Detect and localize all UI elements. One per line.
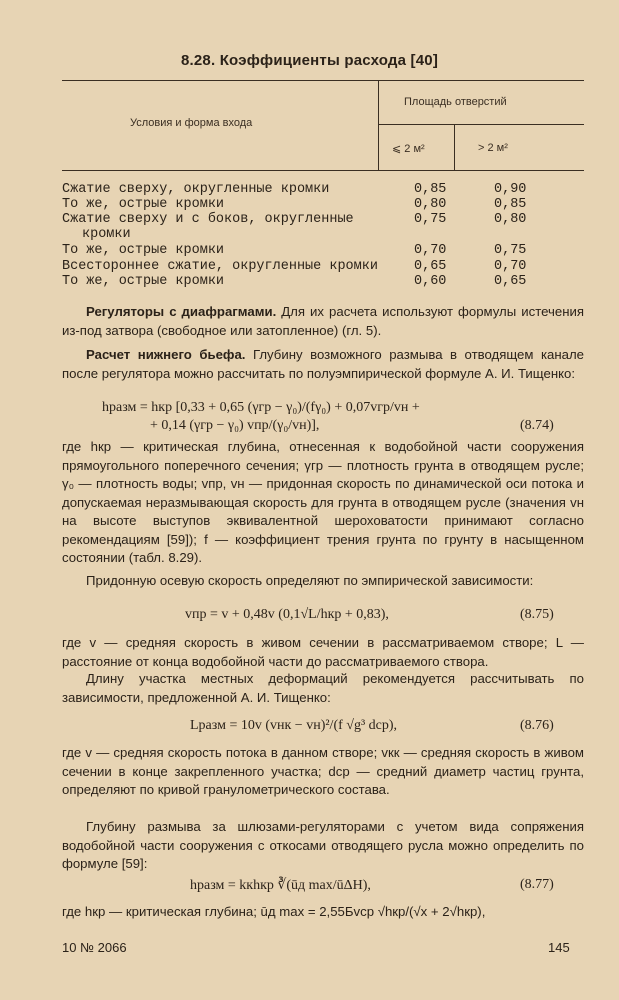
paragraph-heading: Расчет нижнего бьефа. — [86, 347, 246, 362]
row-value-small: 0,60 — [414, 274, 447, 289]
equation-number: (8.74) — [520, 418, 554, 433]
equation-8-74-line1: hразм = hкр [0,33 + 0,65 (γгр − γ₀)/(fγ₀) + 0,07vгр/vн + — [102, 400, 420, 415]
row-value-small: 0,75 — [414, 212, 447, 227]
row-value-small: 0,85 — [414, 182, 447, 197]
paragraph-heading: Регуляторы с диафрагмами. — [86, 304, 277, 319]
table-divider-main — [378, 80, 379, 170]
equation-number: (8.76) — [520, 718, 554, 733]
row-condition: То же, острые кромки — [62, 243, 225, 258]
paragraph-definitions-3: где v — средняя скорость потока в данном створе; vкк — средняя скорость в живом сечении в конце закрепленного участка; dср — средний диаметр частиц грунта, определяют по кривой гранулометрического состава. — [62, 745, 584, 797]
paragraph-regulators — [62, 303, 584, 340]
row-condition: То же, острые кромки — [62, 274, 225, 289]
paragraph-deformation-length: Длину участка местных деформаций рекомендуется рассчитывать по зависимости, предложенной А. И. Тищенко: — [62, 671, 584, 705]
table-header-rule — [62, 170, 584, 171]
row-value-small: 0,80 — [414, 197, 447, 212]
equation-8-77: hразм = kкhкр ∛(ūд max/ūΔH), — [190, 878, 371, 893]
table-title: 8.28. Коэффициенты расхода [40] — [180, 52, 439, 69]
equation-8-75: vпр = v + 0,48v (0,1√L/hкр + 0,83), — [185, 607, 389, 622]
paragraph-text: Глубину возможного размыва в отводящем канале после регулятора можно рассчитать по полуэмпирической формуле А. И. Тищенко: — [62, 347, 584, 381]
equation-8-74-line2: + 0,14 (γгр − γ₀) vпр/(γ₀/vн)], — [150, 418, 320, 433]
row-value-large: 0,65 — [494, 274, 527, 289]
row-value-large: 0,70 — [494, 259, 527, 274]
paragraph-definitions-1: где hкр — критическая глубина, отнесенная к водобойной части сооружения прямоугольного поперечного сечения; γгр — плотность грунта в отводящем русле; γ₀ — плотность воды; vпр, vн — придонная скорость по динамической оси потока и допускаемая неразмывающая скорость для грунта в отводящем русле (значения vн на высоте выступов эквивалентной шероховатости принимают согласно рекомендациям [59]); f — коэффициент трения грунта по грунту в насыщенном состоянии (табл. 8.29). — [62, 439, 584, 565]
paragraph-bottom-velocity: Придонную осевую скорость определяют по эмпирической зависимости: — [86, 573, 534, 588]
header-col1: ⩽ 2 м² — [392, 143, 425, 155]
header-conditions: Условия и форма входа — [130, 117, 253, 129]
paragraph-text: Для их расчета используют формулы истечения из-под затвора (свободное или затопленное) (гл. 5). — [62, 304, 584, 338]
row-condition: То же, острые кромки — [62, 197, 225, 212]
row-value-large: 0,80 — [494, 212, 527, 227]
equation-number: (8.75) — [520, 607, 554, 622]
row-condition: Сжатие сверху, округленные кромки — [62, 182, 330, 197]
row-condition: кромки — [82, 227, 131, 242]
header-area: Площадь отверстий — [404, 96, 507, 108]
equation-number: (8.77) — [520, 877, 554, 892]
equation-8-76: Lразм = 10v (vнк − vн)²/(f √g³ dср), — [190, 718, 398, 733]
page-number: 145 — [548, 940, 570, 955]
footer-signature: 10 № 2066 — [62, 940, 127, 955]
row-value-large: 0,90 — [494, 182, 527, 197]
paragraph-tailwater — [62, 346, 584, 383]
paragraph-scour-depth: Глубину размыва за шлюзами-регуляторами с учетом вида сопряжения водобойной части сооружения с откосами отводящего русла можно определить по формуле [59]: — [62, 819, 584, 871]
row-condition: Всестороннее сжатие, округленные кромки — [62, 259, 378, 274]
row-condition: Сжатие сверху и с боков, округленные — [62, 212, 354, 227]
row-value-large: 0,75 — [494, 243, 527, 258]
table-top-rule — [62, 80, 584, 81]
table-subheader-rule — [378, 124, 584, 125]
header-col2: > 2 м² — [478, 142, 508, 154]
table-divider-cols — [454, 124, 455, 170]
row-value-small: 0,70 — [414, 243, 447, 258]
row-value-large: 0,85 — [494, 197, 527, 212]
paragraph-definitions-4: где hкр — критическая глубина; ūд max = 2,55Бvср √hкр/(√x + 2√hкр), — [62, 904, 486, 919]
paragraph-definitions-2: где v — средняя скорость в живом сечении в рассматриваемом створе; L — расстояние от конца водобойной части до рассматриваемого створа. — [62, 635, 584, 669]
row-value-small: 0,65 — [414, 259, 447, 274]
